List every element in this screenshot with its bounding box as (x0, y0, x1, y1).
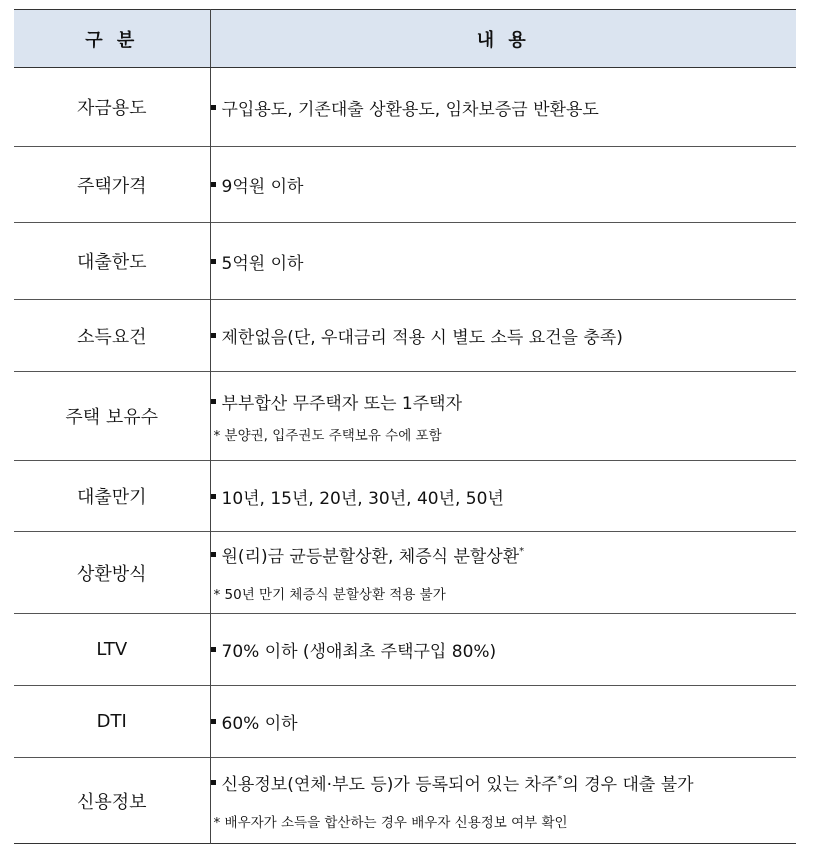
column-header-content: 내 용 (210, 10, 796, 68)
bullet-line (211, 637, 797, 662)
bullet-text-tail: 의 경우 대출 불가 (562, 775, 694, 795)
bullet-line (211, 389, 797, 414)
square-bullet-icon (211, 399, 216, 404)
row-label: 대출한도 (14, 223, 210, 300)
bullet-text: 신용정보(연체·부도 등)가 등록되어 있는 차주 (221, 775, 558, 795)
row-content (210, 300, 796, 372)
table-row (14, 532, 796, 614)
square-bullet-icon (211, 494, 216, 499)
row-content (210, 686, 796, 758)
bullet-line (211, 709, 797, 734)
row-content (210, 758, 796, 844)
row-content (210, 461, 796, 532)
bullet-text: 제한없음(단, 우대금리 적용 시 별도 소득 요건을 충족) (221, 328, 623, 348)
bullet-line (211, 95, 797, 120)
table-row (14, 300, 796, 372)
bullet-text: 70% 이하 (생애최초 주택구입 80%) (221, 642, 497, 662)
row-label: 신용정보 (14, 758, 210, 844)
row-label: 상환방식 (14, 532, 210, 614)
bullet-line (211, 542, 797, 567)
square-bullet-icon (211, 647, 216, 652)
row-content (210, 372, 796, 461)
square-bullet-icon (211, 105, 216, 110)
table-row (14, 461, 796, 532)
row-content (210, 614, 796, 686)
footnote: * 50년 만기 체증식 분할상환 적용 불가 (213, 587, 446, 603)
bullet-text: 10년, 15년, 20년, 30년, 40년, 50년 (221, 488, 504, 509)
row-label: 대출만기 (14, 461, 210, 532)
table-row (14, 68, 796, 147)
row-content (210, 223, 796, 300)
bullet-text: 구입용도, 기존대출 상환용도, 임차보증금 반환용도 (221, 99, 599, 120)
table-row (14, 758, 796, 844)
row-label: 주택 보유수 (14, 372, 210, 461)
footnote: * 분양권, 입주권도 주택보유 수에 포함 (213, 427, 442, 444)
table-row (14, 372, 796, 461)
square-bullet-icon (211, 259, 216, 264)
footnote: * 배우자가 소득을 합산하는 경우 배우자 신용정보 여부 확인 (213, 815, 568, 831)
footnote-marker: * (519, 546, 525, 557)
square-bullet-icon (211, 182, 216, 187)
column-header-category: 구 분 (14, 10, 210, 68)
bullet-text: 9억원 이하 (221, 177, 304, 197)
bullet-line (211, 484, 797, 509)
square-bullet-icon (211, 333, 216, 338)
bullet-line (211, 770, 797, 795)
bullet-line (211, 323, 797, 348)
bullet-text: 5억원 이하 (221, 253, 304, 274)
bullet-line (211, 249, 797, 274)
row-label: 소득요건 (14, 300, 210, 372)
square-bullet-icon (211, 780, 216, 785)
row-label: 주택가격 (14, 147, 210, 223)
table-header-row (14, 10, 796, 68)
square-bullet-icon (211, 552, 216, 557)
row-content (210, 532, 796, 614)
footnote-marker: * (557, 774, 563, 785)
bullet-text: 원(리)금 균등분할상환, 체증식 분할상환 (221, 547, 520, 567)
table-row (14, 686, 796, 758)
loan-conditions-table (14, 9, 796, 844)
row-label: LTV (14, 614, 210, 686)
bullet-line (211, 172, 797, 197)
table-row (14, 614, 796, 686)
table-row (14, 147, 796, 223)
row-content (210, 147, 796, 223)
row-label: DTI (14, 686, 210, 758)
table-row (14, 223, 796, 300)
row-content (210, 68, 796, 147)
bullet-text: 부부합산 무주택자 또는 1주택자 (221, 393, 463, 414)
row-label: 자금용도 (14, 68, 210, 147)
bullet-text: 60% 이하 (221, 714, 298, 734)
square-bullet-icon (211, 719, 216, 724)
